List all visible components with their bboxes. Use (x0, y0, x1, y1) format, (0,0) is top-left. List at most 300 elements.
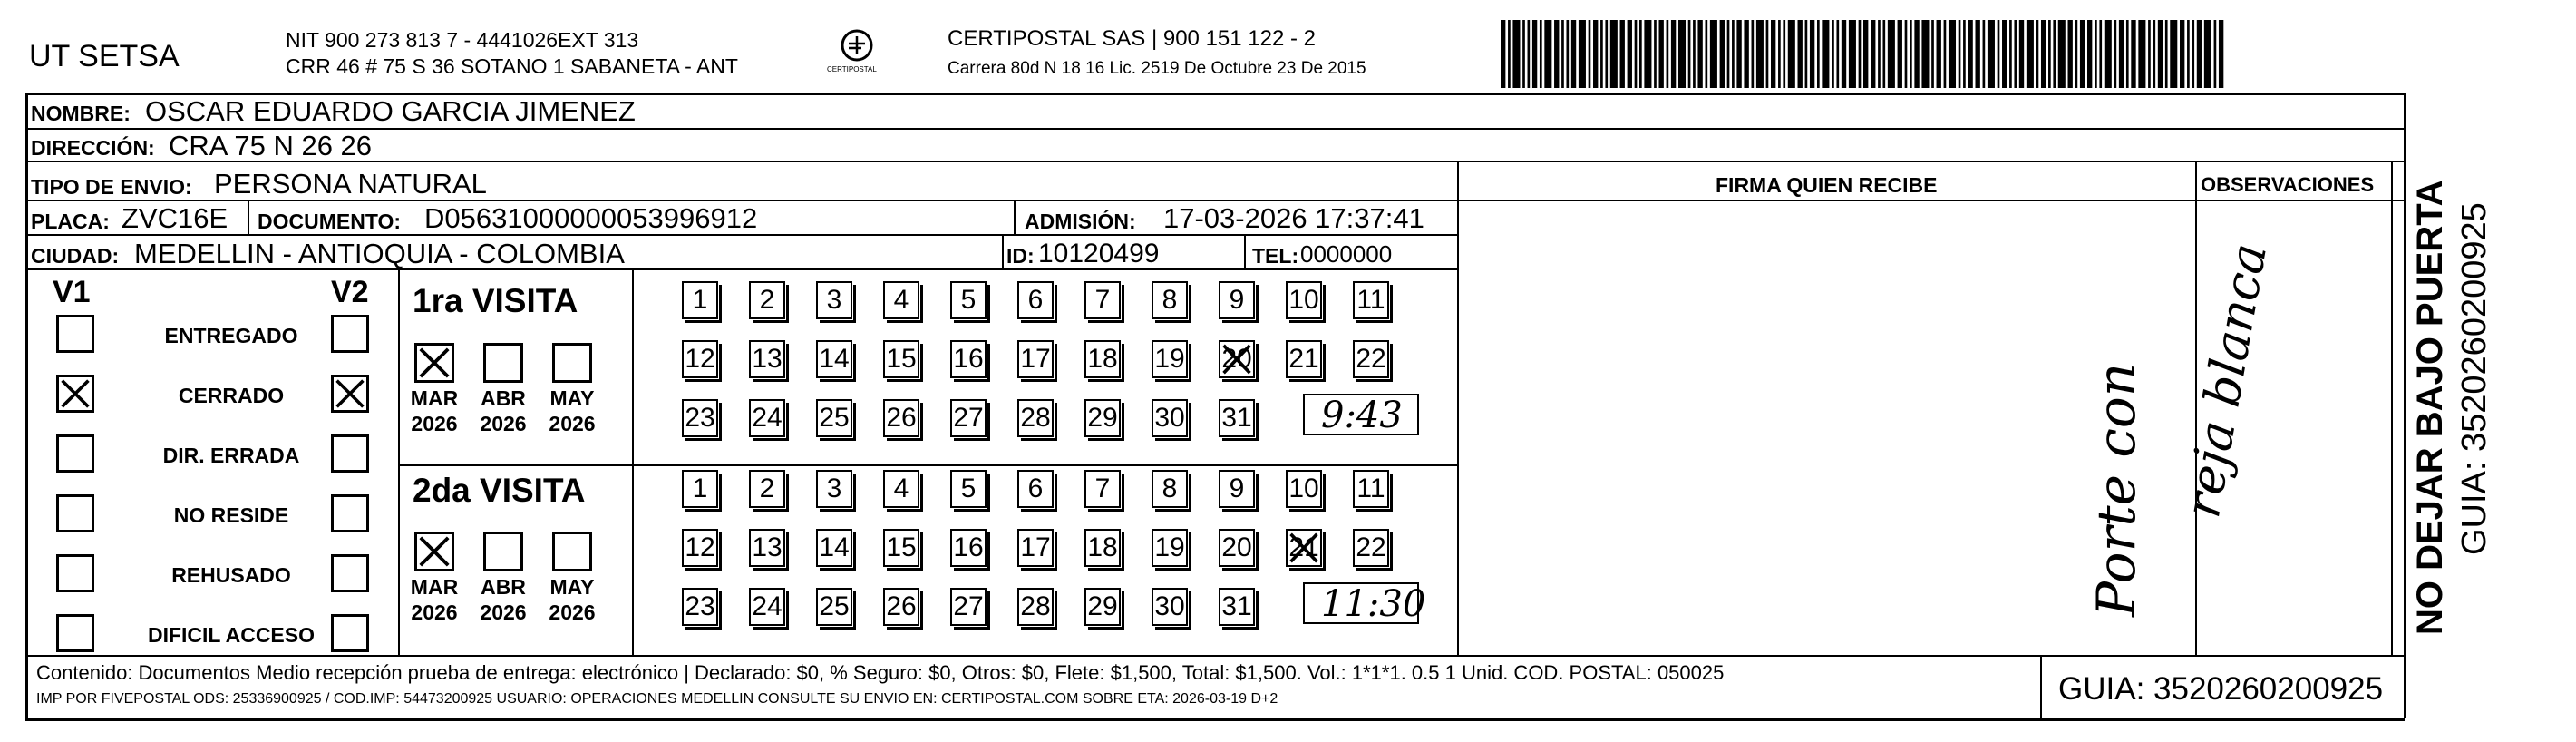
day-cell[interactable] (1084, 470, 1121, 508)
day-cell[interactable] (883, 588, 919, 626)
barcode-bar (1756, 20, 1764, 88)
barcode-bar (2095, 20, 2097, 88)
barcode-bar (1544, 20, 1551, 88)
day-number: 8 (1162, 474, 1178, 503)
barcode-bar (2087, 20, 2092, 88)
v2-checkbox[interactable] (331, 315, 369, 353)
day-cell[interactable] (682, 470, 718, 508)
year-label: 2026 (480, 600, 527, 624)
barcode-bar (1508, 20, 1511, 88)
barcode-bar (1610, 20, 1618, 88)
v1-header: V1 (53, 275, 91, 309)
barcode-bar (2068, 20, 2073, 88)
day-cell[interactable] (1084, 588, 1121, 626)
day-cell[interactable] (1219, 340, 1255, 378)
barcode-bar (1898, 20, 1902, 88)
day-number: 26 (886, 403, 917, 433)
v2-header: V2 (331, 275, 369, 309)
barcode-bar (2148, 20, 2151, 88)
barcode-bar (1589, 20, 1591, 88)
day-cell[interactable] (1286, 340, 1322, 378)
barcode-bar (1882, 20, 1885, 88)
day-cell[interactable] (682, 281, 718, 319)
barcode-bar (1593, 20, 1598, 88)
barcode-bar (1744, 20, 1748, 88)
barcode-bar (2180, 20, 2184, 88)
day-number: 20 (1221, 532, 1252, 562)
barcode-bar (1605, 20, 1608, 88)
barcode-bar (1832, 20, 1834, 88)
barcode-bar (1697, 20, 1702, 88)
status-label: ENTREGADO (164, 324, 298, 347)
day-cell[interactable] (950, 529, 987, 567)
direccion-value: CRA 75 N 26 26 (169, 130, 373, 161)
v1-checkbox[interactable] (56, 494, 94, 532)
visita2-title: 2da VISITA (413, 472, 586, 509)
x-mark-icon (417, 346, 452, 380)
placa-value: ZVC16E (122, 202, 228, 234)
barcode-bar (2114, 20, 2117, 88)
barcode-bar (1798, 20, 1803, 88)
day-number: 19 (1154, 344, 1185, 374)
day-number: 21 (1288, 344, 1319, 374)
month-label: ABR (481, 386, 526, 410)
barcode-bar (1732, 20, 1735, 88)
barcode-bar (1671, 20, 1676, 88)
day-number: 27 (953, 591, 984, 621)
status-label: DIFICIL ACCESO (147, 623, 316, 647)
barcode-bar (1975, 20, 1979, 88)
day-number: 3 (826, 285, 842, 315)
barcode-bar (1501, 20, 1505, 88)
day-number: 9 (1229, 474, 1245, 503)
barcode-bar (1878, 20, 1881, 88)
month-label: MAY (549, 386, 595, 410)
day-number: 1 (692, 285, 708, 315)
day-cell[interactable] (1152, 281, 1188, 319)
x-mark-icon (1220, 342, 1253, 376)
barcode-bar (1644, 20, 1651, 88)
month-checkbox[interactable] (552, 343, 592, 383)
time-value: 11:30 (1321, 583, 1426, 625)
day-cell[interactable] (1084, 399, 1121, 437)
day-cell[interactable] (1353, 281, 1389, 319)
day-number: 22 (1356, 344, 1386, 374)
barcode-bar (1752, 20, 1755, 88)
day-number: 18 (1087, 344, 1118, 374)
admision-label: ADMISIÓN: (1025, 210, 1136, 233)
day-cell[interactable] (749, 340, 785, 378)
day-number: 29 (1087, 591, 1118, 621)
barcode-bar (1788, 20, 1795, 88)
barcode-bar (1620, 20, 1625, 88)
nit-line: NIT 900 273 813 7 - 4441026EXT 313 (286, 28, 639, 52)
barcode-bar (1888, 20, 1895, 88)
v1-checkbox[interactable] (56, 614, 94, 652)
month-checkbox[interactable] (483, 343, 523, 383)
barcode-bar (1963, 20, 1966, 88)
barcode-bar (1810, 20, 1814, 88)
year-label: 2026 (549, 412, 596, 435)
company-address: CRR 46 # 75 S 36 SOTANO 1 SABANETA - ANT (286, 54, 738, 78)
barcode-bar (1693, 20, 1696, 88)
side-guia: GUIA: 3520260200925 (2455, 202, 2493, 555)
barcode-bar (1998, 20, 2000, 88)
day-number: 14 (819, 344, 850, 374)
ciudad-value: MEDELLIN - ANTIOQUIA - COLOMBIA (134, 238, 625, 269)
day-number: 10 (1288, 285, 1319, 315)
nombre-value: OSCAR EDUARDO GARCIA JIMENEZ (145, 95, 636, 127)
tipo-envio-label: TIPO DE ENVIO: (31, 175, 192, 199)
barcode-bar (2036, 20, 2039, 88)
no-dejar-bajo-puerta: NO DEJAR BAJO PUERTA (2410, 180, 2450, 635)
day-cell[interactable] (883, 470, 919, 508)
v2-checkbox[interactable] (331, 494, 369, 532)
day-number: 6 (1027, 474, 1044, 503)
day-cell[interactable] (1286, 529, 1322, 567)
day-number: 25 (819, 591, 850, 621)
status-label: CERRADO (178, 384, 285, 407)
day-number: 24 (752, 403, 783, 433)
ciudad-label: CIUDAD: (31, 244, 120, 268)
day-number: 1 (692, 474, 708, 503)
license-line: Carrera 80d N 18 16 Lic. 2519 De Octubre 23 De 2015 (948, 59, 1366, 78)
barcode-bar (2048, 20, 2051, 88)
day-number: 30 (1154, 591, 1185, 621)
barcode-bar (1512, 20, 1520, 88)
barcode-bar (2187, 20, 2190, 88)
day-cell[interactable] (1017, 399, 1054, 437)
day-cell[interactable] (816, 470, 852, 508)
barcode-bar (1522, 20, 1525, 88)
day-cell[interactable] (950, 281, 987, 319)
day-cell[interactable] (1219, 399, 1255, 437)
x-mark-icon (59, 377, 92, 410)
month-checkbox[interactable] (483, 532, 523, 571)
day-cell[interactable] (1219, 588, 1255, 626)
day-cell[interactable] (816, 340, 852, 378)
day-cell[interactable] (883, 281, 919, 319)
day-number: 15 (886, 532, 917, 562)
day-cell[interactable] (1353, 340, 1389, 378)
barcode-bar (1805, 20, 1808, 88)
footer-guia: GUIA: 3520260200925 (2058, 671, 2384, 707)
day-number: 23 (685, 403, 715, 433)
day-cell[interactable] (950, 470, 987, 508)
day-cell[interactable] (883, 340, 919, 378)
barcode-bar (2041, 20, 2046, 88)
day-number: 17 (1020, 344, 1051, 374)
day-number: 14 (819, 532, 850, 562)
day-cell[interactable] (1152, 470, 1188, 508)
day-number: 5 (960, 474, 977, 503)
day-number: 31 (1221, 403, 1252, 433)
barcode-bar (1914, 20, 1919, 88)
v2-checkbox[interactable] (331, 434, 369, 473)
day-number: 2 (759, 474, 775, 503)
barcode-bar (1983, 20, 1986, 88)
barcode-bar (1720, 20, 1725, 88)
barcode-bar (1910, 20, 1912, 88)
day-cell[interactable] (1084, 529, 1121, 567)
barcode-bar (1778, 20, 1781, 88)
day-number: 10 (1288, 474, 1319, 503)
documento-value: D05631000000053996912 (424, 202, 758, 234)
day-number: 31 (1221, 591, 1252, 621)
day-number: 6 (1027, 285, 1044, 315)
barcode-bar (1554, 20, 1559, 88)
day-number: 9 (1229, 285, 1245, 315)
year-label: 2026 (411, 412, 458, 435)
day-cell[interactable] (1286, 470, 1322, 508)
day-cell[interactable] (749, 399, 785, 437)
admision-value: 17-03-2026 17:37:41 (1163, 202, 1424, 234)
day-number: 20 (1221, 344, 1252, 374)
x-mark-icon (417, 534, 452, 569)
barcode-bar (1959, 20, 1961, 88)
day-cell[interactable] (1353, 470, 1389, 508)
day-cell[interactable] (1152, 588, 1188, 626)
day-cell[interactable] (1084, 340, 1121, 378)
barcode-bar (2131, 20, 2135, 88)
barcode-bar (2014, 20, 2017, 88)
barcode-bar (1863, 20, 1868, 88)
observaciones-header: OBSERVACIONES (2201, 173, 2375, 196)
day-cell[interactable] (1152, 399, 1188, 437)
day-cell[interactable] (749, 529, 785, 567)
day-number: 26 (886, 591, 917, 621)
barcode-bar (1871, 20, 1875, 88)
v1-checkbox[interactable] (56, 375, 94, 413)
day-number: 18 (1087, 532, 1118, 562)
day-number: 13 (752, 344, 783, 374)
barcode-bar (2080, 20, 2085, 88)
day-cell[interactable] (1219, 529, 1255, 567)
barcode-bar (2170, 20, 2177, 88)
status-label: NO RESIDE (173, 503, 289, 527)
barcode-bar (1628, 20, 1632, 88)
day-number: 22 (1356, 532, 1386, 562)
barcode-bar (1688, 20, 1691, 88)
barcode-bar (2105, 20, 2112, 88)
barcode-bar (2219, 20, 2223, 88)
year-label: 2026 (411, 600, 458, 624)
barcode-bar (2027, 20, 2034, 88)
barcode-bar (1600, 20, 1603, 88)
placa-label: PLACA: (31, 210, 110, 233)
certipostal-logo-icon (836, 27, 878, 63)
day-cell[interactable] (950, 340, 987, 378)
day-number: 4 (893, 474, 909, 503)
barcode-bar (1561, 20, 1564, 88)
day-cell[interactable] (1084, 281, 1121, 319)
day-number: 23 (685, 591, 715, 621)
day-number: 28 (1020, 403, 1051, 433)
barcode-bar (2214, 20, 2217, 88)
barcode-bar (1571, 20, 1576, 88)
day-cell[interactable] (883, 529, 919, 567)
day-number: 29 (1087, 403, 1118, 433)
barcode-bar (1937, 20, 1941, 88)
barcode-bar (1654, 20, 1657, 88)
barcode-bar (2138, 20, 2145, 88)
day-cell[interactable] (1017, 470, 1054, 508)
barcode-bar (1842, 20, 1846, 88)
barcode-bar (1635, 20, 1638, 88)
barcode-bar (1931, 20, 1934, 88)
month-label: ABR (481, 575, 526, 599)
month-label: MAY (549, 575, 595, 599)
barcode-bar (1921, 20, 1929, 88)
day-number: 17 (1020, 532, 1051, 562)
day-number: 12 (685, 344, 715, 374)
logo-caption: CERTIPOSTAL (827, 65, 877, 73)
barcode-bar (1859, 20, 1862, 88)
observaciones-note-line2: reja blanca (2173, 239, 2279, 522)
year-label: 2026 (549, 600, 596, 624)
day-number: 7 (1094, 285, 1111, 315)
nombre-label: NOMBRE: (31, 102, 131, 125)
day-number: 21 (1288, 532, 1319, 562)
day-cell[interactable] (1017, 281, 1054, 319)
tel-value: 0000000 (1300, 240, 1393, 268)
day-cell[interactable] (749, 588, 785, 626)
barcode-bar (2002, 20, 2007, 88)
documento-label: DOCUMENTO: (258, 210, 402, 233)
barcode-bar (1817, 20, 1820, 88)
barcode-bar (1658, 20, 1663, 88)
barcode-bar (2158, 20, 2163, 88)
day-number: 11 (1356, 474, 1385, 503)
day-cell[interactable] (1017, 588, 1054, 626)
day-cell[interactable] (749, 470, 785, 508)
day-cell[interactable] (1353, 529, 1389, 567)
barcode-bar (1532, 20, 1537, 88)
barcode-bar (1944, 20, 1947, 88)
visita1-title: 1ra VISITA (413, 282, 578, 319)
barcode-bar (2204, 20, 2211, 88)
day-number: 24 (752, 591, 783, 621)
footer-contenido: Contenido: Documentos Medio recepción prueba de entrega: electrónico | Declarado: $0, % Seguro: $0, Otros: $0, Flete: $1,500, Total: $1,500. Vol.: 1*1*1. 0.5 1 Unid. COD. POSTAL: 050025 (36, 661, 1725, 684)
barcode-bar (1540, 20, 1542, 88)
day-cell[interactable] (1219, 470, 1255, 508)
time-box[interactable] (1303, 394, 1419, 435)
day-cell[interactable] (1152, 340, 1188, 378)
barcode-bar (1905, 20, 1908, 88)
barcode-bar (1822, 20, 1829, 88)
day-cell[interactable] (816, 399, 852, 437)
barcode-bar (2165, 20, 2168, 88)
footer-imp: IMP POR FIVEPOSTAL ODS: 25336900925 / COD.IMP: 54473200925 USUARIO: OPERACIONES MEDELLIN CONSULTE SU ENVIO EN: CERTIPOSTAL.COM SOBRE ETA: 2026-03-19 D+2 (36, 691, 1278, 707)
barcode-bar (2053, 20, 2056, 88)
day-cell[interactable] (1286, 281, 1322, 319)
v2-checkbox[interactable] (331, 614, 369, 652)
observaciones-note-line1: Porte con (2085, 362, 2147, 617)
barcode-bar (1736, 20, 1741, 88)
certipostal-line: CERTIPOSTAL SAS | 900 151 122 - 2 (948, 26, 1316, 51)
day-cell[interactable] (682, 588, 718, 626)
day-cell[interactable] (950, 399, 987, 437)
tipo-envio-value: PERSONA NATURAL (214, 168, 487, 200)
status-label: REHUSADO (171, 563, 291, 587)
v2-checkbox[interactable] (331, 554, 369, 592)
barcode (1501, 20, 2226, 88)
day-number: 30 (1154, 403, 1185, 433)
barcode-bar (2126, 20, 2129, 88)
barcode-bar (1968, 20, 1972, 88)
barcode-bar (1639, 20, 1642, 88)
day-cell[interactable] (1017, 340, 1054, 378)
month-checkbox[interactable] (414, 343, 454, 383)
barcode-bar (2058, 20, 2066, 88)
barcode-bar (2009, 20, 2012, 88)
v1-checkbox[interactable] (56, 554, 94, 592)
day-number: 28 (1020, 591, 1051, 621)
v2-checkbox[interactable] (331, 375, 369, 413)
barcode-bar (2119, 20, 2124, 88)
day-number: 3 (826, 474, 842, 503)
barcode-bar (1727, 20, 1730, 88)
day-cell[interactable] (816, 281, 852, 319)
day-cell[interactable] (682, 529, 718, 567)
barcode-bar (1949, 20, 1956, 88)
day-cell[interactable] (1152, 529, 1188, 567)
firma-header: FIRMA QUIEN RECIBE (1716, 173, 1938, 197)
id-label: ID: (1006, 244, 1035, 268)
day-number: 19 (1154, 532, 1185, 562)
day-number: 7 (1094, 474, 1111, 503)
month-checkbox[interactable] (552, 532, 592, 571)
month-label: MAR (410, 575, 459, 599)
day-number: 25 (819, 403, 850, 433)
year-label: 2026 (480, 412, 527, 435)
day-cell[interactable] (883, 399, 919, 437)
x-mark-icon (1288, 531, 1320, 565)
day-number: 11 (1356, 285, 1385, 315)
v1-checkbox[interactable] (56, 315, 94, 353)
day-number: 16 (953, 344, 984, 374)
barcode-bar (1771, 20, 1775, 88)
barcode-bar (1766, 20, 1769, 88)
v1-checkbox[interactable] (56, 434, 94, 473)
barcode-bar (1528, 20, 1531, 88)
barcode-bar (2099, 20, 2102, 88)
barcode-bar (1678, 20, 1686, 88)
barcode-bar (1566, 20, 1569, 88)
time-box[interactable] (1303, 582, 1426, 625)
day-cell[interactable] (749, 281, 785, 319)
day-cell[interactable] (816, 529, 852, 567)
day-number: 5 (960, 285, 977, 315)
day-number: 13 (752, 532, 783, 562)
day-number: 4 (893, 285, 909, 315)
day-cell[interactable] (950, 588, 987, 626)
barcode-bar (2019, 20, 2024, 88)
day-cell[interactable] (682, 340, 718, 378)
day-number: 2 (759, 285, 775, 315)
day-cell[interactable] (816, 588, 852, 626)
time-value: 9:43 (1321, 395, 1403, 436)
barcode-bar (2153, 20, 2155, 88)
barcode-bar (2192, 20, 2194, 88)
barcode-bar (1579, 20, 1586, 88)
day-cell[interactable] (682, 399, 718, 437)
x-mark-icon (334, 377, 366, 410)
day-cell[interactable] (1017, 529, 1054, 567)
month-checkbox[interactable] (414, 532, 454, 571)
barcode-bar (1836, 20, 1839, 88)
day-cell[interactable] (1219, 281, 1255, 319)
